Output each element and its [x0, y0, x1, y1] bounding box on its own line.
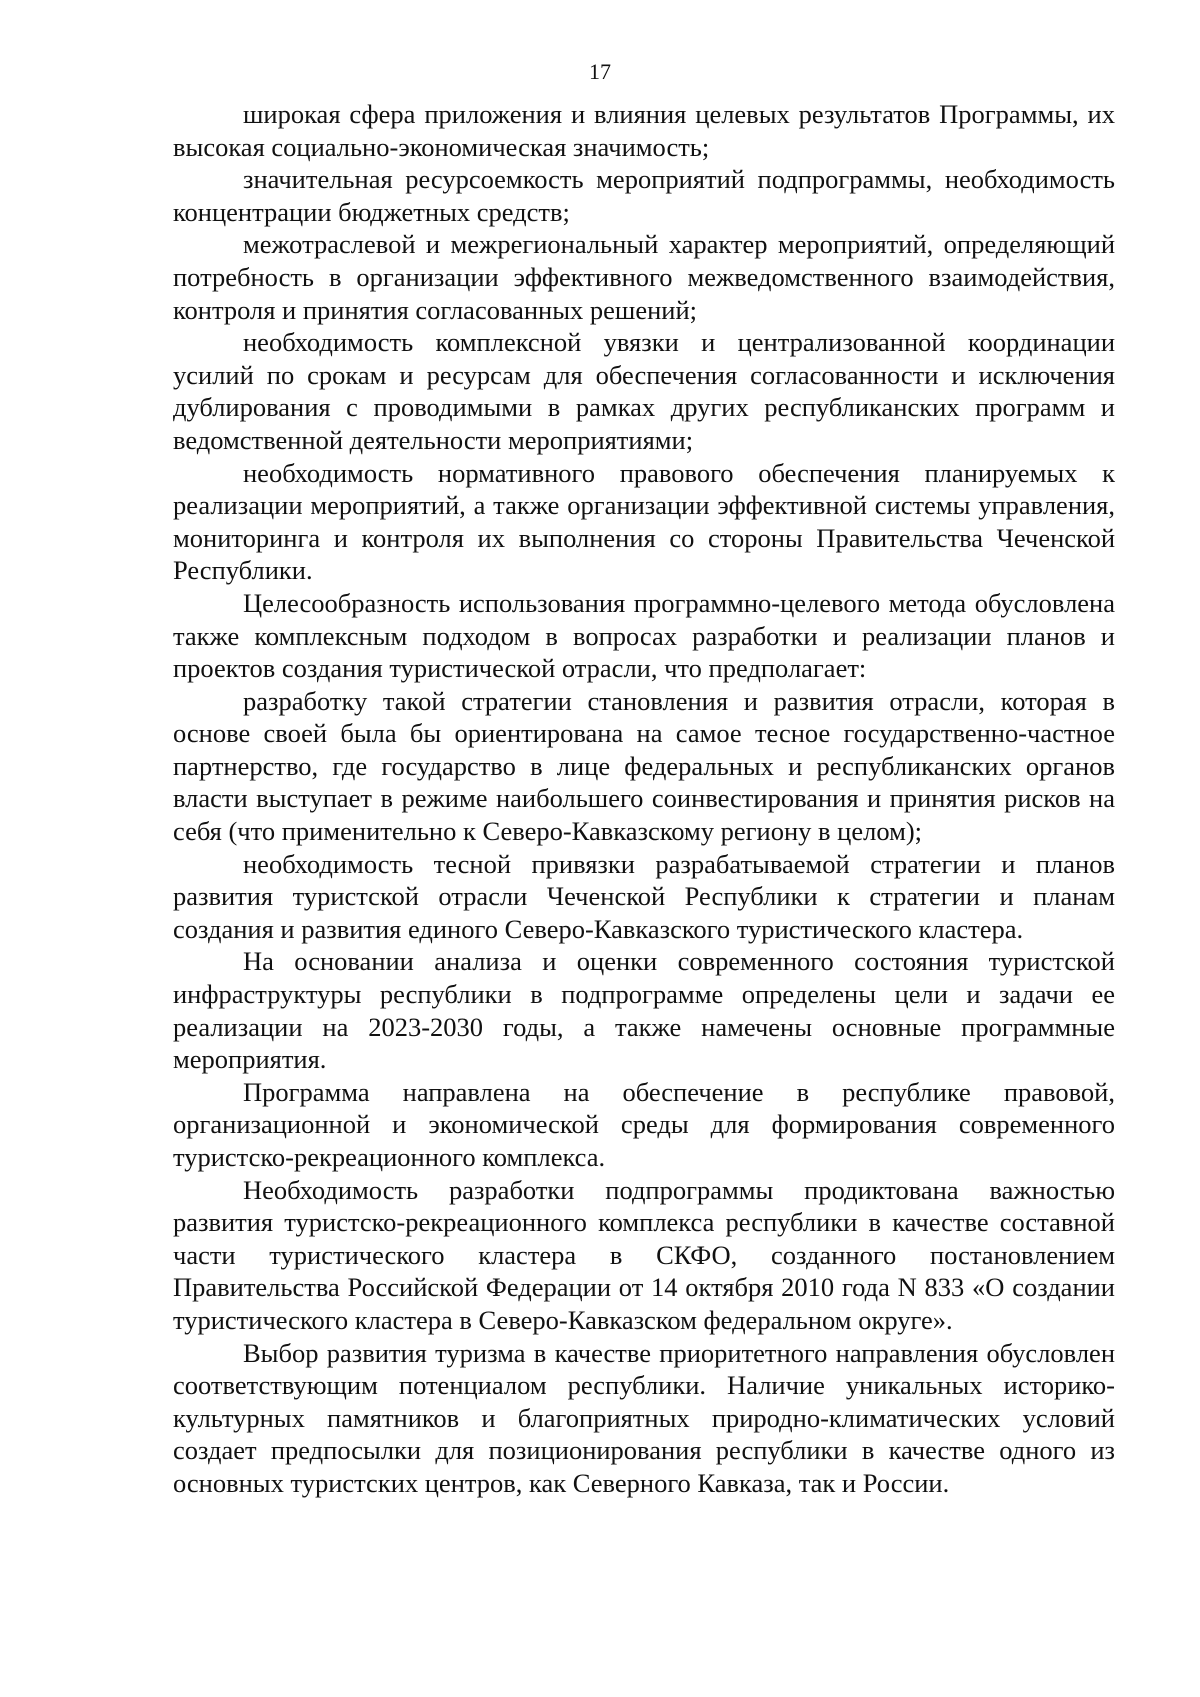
paragraph: межотраслевой и межрегиональный характер мероприятий, определяющий потребность в организации эффективного межведомственного взаимодействия, контроля и принятия согласованных решений; — [173, 229, 1115, 325]
paragraph: необходимость тесной привязки разрабатываемой стратегии и планов развития туристской отрасли Чеченской Республики к стратегии и планам создания и развития единого Северо-Кавказского туристического кластера. — [173, 848, 1115, 944]
paragraph: Целесообразность использования программно-целевого метода обусловлена также комплексным подходом в вопросах разработки и реализации планов и проектов создания туристической отрасли, что предполагает: — [173, 587, 1115, 684]
paragraph: Необходимость разработки подпрограммы продиктована важностью развития туристско-рекреационного комплекса республики в качестве составной части туристического кластера в СКФО, созданного постановлением Правительства Российской Федерации от 14 октября 2010 года N 833 «О создании туристического кластера в Северо-Кавказском федеральном округе». — [173, 1174, 1115, 1335]
paragraph: необходимость нормативного правового обеспечения планируемых к реализации мероприятий, а также организации эффективной системы управления, мониторинга и контроля их выполнения со стороны Правительства Чеченской Республики. — [173, 457, 1115, 586]
paragraph: Программа направлена на обеспечение в республике правовой, организационной и экономической среды для формирования современного туристско-рекреационного комплекса. — [173, 1076, 1115, 1172]
paragraph: широкая сфера приложения и влияния целевых результатов Программы, их высокая социально-экономическая значимость; — [173, 99, 1115, 162]
page-number: 17 — [589, 59, 611, 84]
paragraph: значительная ресурсоемкость мероприятий подпрограммы, необходимость концентрации бюджетных средств; — [173, 164, 1115, 227]
paragraph: На основании анализа и оценки современного состояния туристской инфраструктуры республики в подпрограмме определены цели и задачи ее реализации на 2023-2030 годы, а также намечены основные программные мероприятия. — [173, 946, 1115, 1075]
paragraph: разработку такой стратегии становления и развития отрасли, которая в основе своей была бы ориентирована на самое тесное государственно-частное партнерство, где государство в лице федеральных и республиканских органов власти выступает в режиме наибольшего соинвестирования и принятия рисков на себя (что применительно к Северо-Кавказскому региону в целом); — [173, 685, 1115, 847]
paragraph: необходимость комплексной увязки и централизованной координации усилий по срокам и ресурсам для обеспечения согласованности и исключения дублирования с проводимыми в рамках других республиканских программ и ведомственной деятельности мероприятиями; — [173, 327, 1115, 455]
document-body — [173, 98, 1115, 1500]
paragraph: Выбор развития туризма в качестве приоритетного направления обусловлен соответствующим потенциалом республики. Наличие уникальных историко-культурных памятников и благоприятных природно-климатических условий создает предпосылки для позиционирования республики в качестве одного из основных туристских центров, как Северного Кавказа, так и России. — [173, 1337, 1115, 1498]
